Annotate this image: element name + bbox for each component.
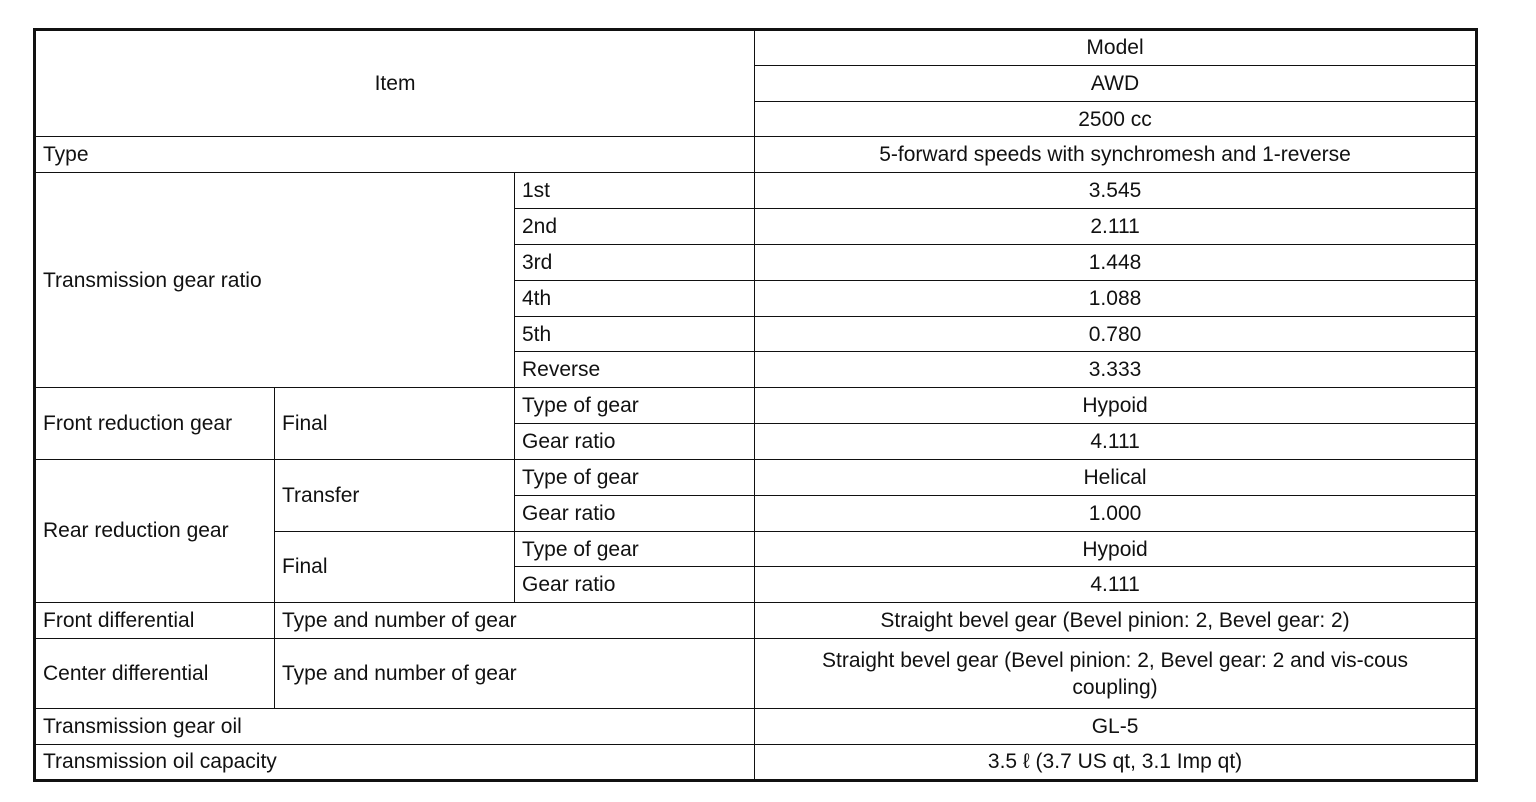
gear-ratio-value: 4.111 — [755, 567, 1477, 603]
front-differential-label: Front differential — [35, 603, 275, 639]
model-header: Model — [755, 30, 1477, 66]
gear-value: 1.448 — [755, 244, 1477, 280]
front-differential-value: Straight bevel gear (Bevel pinion: 2, Bevel gear: 2) — [755, 603, 1477, 639]
center-differential-sub-label: Type and number of gear — [275, 639, 755, 709]
table-row — [35, 459, 1477, 495]
gear-oil-label: Transmission gear oil — [35, 709, 755, 745]
item-header: Item — [35, 30, 755, 137]
gear-value: 2.111 — [755, 209, 1477, 245]
type-value: 5-forward speeds with synchromesh and 1-reverse — [755, 137, 1477, 173]
gear-ratio-value: 4.111 — [755, 424, 1477, 460]
center-differential-value: Straight bevel gear (Bevel pinion: 2, Bevel gear: 2 and vis-cous coupling) — [755, 639, 1477, 709]
gear-ratio-sub-label: Gear ratio — [515, 567, 755, 603]
gear-name: 3rd — [515, 244, 755, 280]
table-row — [35, 709, 1477, 745]
gear-name: 1st — [515, 173, 755, 209]
table-row — [35, 639, 1477, 709]
type-of-gear-label: Type of gear — [515, 388, 755, 424]
front-reduction-label: Front reduction gear — [35, 388, 275, 460]
transfer-label: Transfer — [275, 459, 515, 531]
oil-capacity-value: 3.5 ℓ (3.7 US qt, 3.1 Imp qt) — [755, 744, 1477, 780]
gear-ratio-value: 1.000 — [755, 495, 1477, 531]
gear-value: 0.780 — [755, 316, 1477, 352]
rear-reduction-label: Rear reduction gear — [35, 459, 275, 602]
table-row — [35, 173, 1477, 209]
table-row — [35, 744, 1477, 780]
center-differential-label: Center differential — [35, 639, 275, 709]
gear-value: 3.545 — [755, 173, 1477, 209]
gear-ratio-sub-label: Gear ratio — [515, 424, 755, 460]
table-row — [35, 388, 1477, 424]
gear-ratio-sub-label: Gear ratio — [515, 495, 755, 531]
gear-oil-value: GL-5 — [755, 709, 1477, 745]
type-of-gear-value: Helical — [755, 459, 1477, 495]
gear-name: 5th — [515, 316, 755, 352]
header-row — [35, 30, 1477, 66]
table-row — [35, 137, 1477, 173]
front-final-label: Final — [275, 388, 515, 460]
rear-final-label: Final — [275, 531, 515, 603]
gear-name: 2nd — [515, 209, 755, 245]
front-differential-sub-label: Type and number of gear — [275, 603, 755, 639]
type-of-gear-label: Type of gear — [515, 459, 755, 495]
type-of-gear-label: Type of gear — [515, 531, 755, 567]
drive-header: AWD — [755, 65, 1477, 101]
table-row — [35, 603, 1477, 639]
type-of-gear-value: Hypoid — [755, 388, 1477, 424]
gear-name: Reverse — [515, 352, 755, 388]
gear-value: 1.088 — [755, 280, 1477, 316]
engine-header: 2500 cc — [755, 101, 1477, 137]
gear-name: 4th — [515, 280, 755, 316]
specifications-table — [33, 28, 1478, 782]
gear-value: 3.333 — [755, 352, 1477, 388]
oil-capacity-label: Transmission oil capacity — [35, 744, 755, 780]
gear-ratio-label: Transmission gear ratio — [35, 173, 515, 388]
type-of-gear-value: Hypoid — [755, 531, 1477, 567]
type-label: Type — [35, 137, 755, 173]
